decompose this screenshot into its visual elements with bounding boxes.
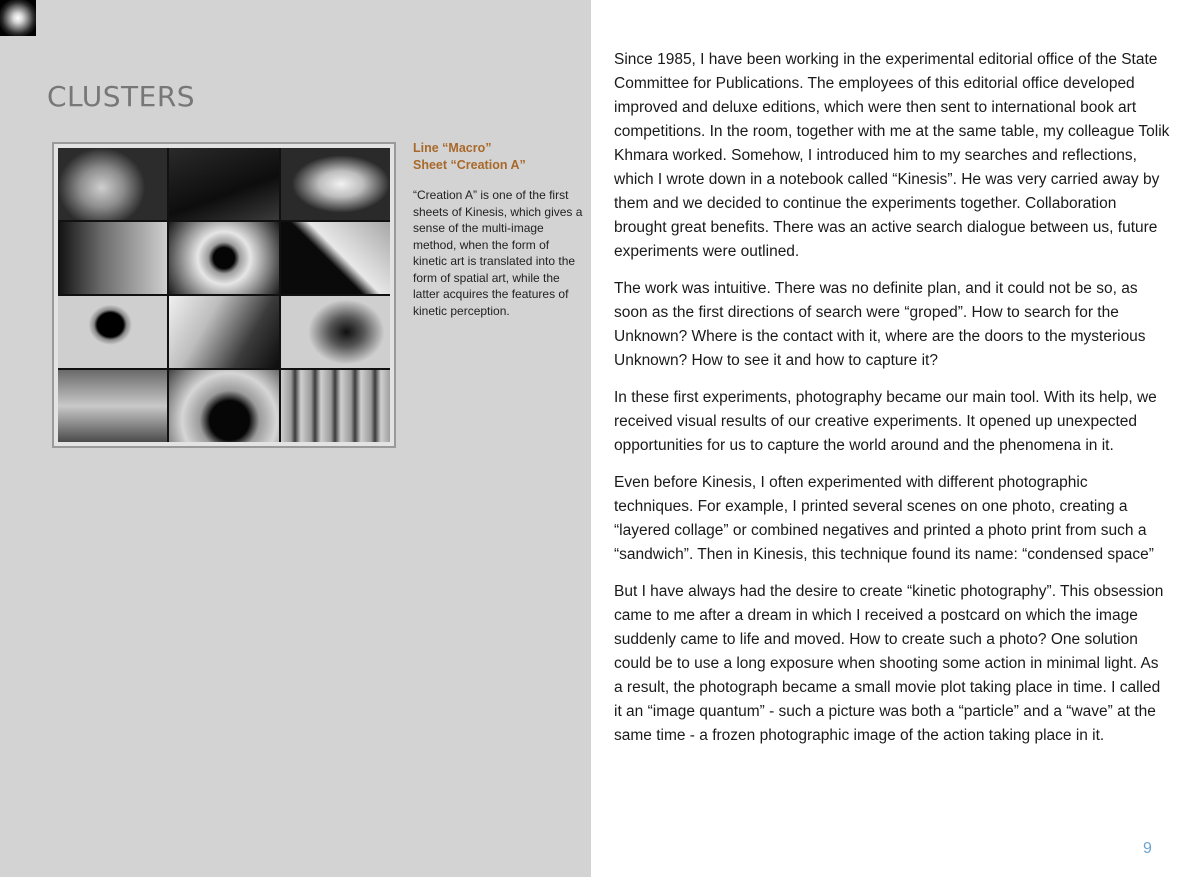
photo-tile-face-right <box>281 222 390 294</box>
photo-tile-dark-skin <box>169 148 278 220</box>
photo-tile-hand-circle <box>169 370 278 442</box>
left-page <box>0 0 591 877</box>
photo-tile-cheek <box>169 296 278 368</box>
photo-collage <box>52 142 396 448</box>
photo-grid <box>58 148 390 442</box>
body-text <box>614 48 1170 761</box>
section-title: CLUSTERS <box>47 80 196 113</box>
paragraph: Even before Kinesis, I often experimented with different photographic techniques. For example, I printed several scenes on one photo, creating a “layered collage” or combined negatives and printed a photo print from such a “sandwich”. Then in Kinesis, this technique found its name: “condensed space” <box>614 474 1154 563</box>
photo-tile-lips <box>281 148 390 220</box>
photo-tile-ear <box>281 296 390 368</box>
caption-sheet: Sheet “Creation A” <box>413 157 526 172</box>
paragraph: But I have always had the desire to create “kinetic photography”. This obsession came to me after a dream in which I received a postcard on which the image suddenly came to life and moved. How to create such a photo? One solution could be to use a long exposure when shooting some action in minimal light. As a result, the photograph became a small movie plot taking place in time. I called it an “image quantum” - such a picture was both a “particle” and a “wave” at the same time - a frozen photographic image of the action taking place in it. <box>614 583 1164 744</box>
caption-line: Line “Macro” <box>413 141 492 155</box>
photo-tile-thumb <box>58 148 167 220</box>
photo-tile-fingers <box>58 370 167 442</box>
logo-orb-icon <box>0 0 36 36</box>
photo-tile-nostril <box>58 296 167 368</box>
photo-tile-eye <box>169 222 278 294</box>
photo-caption <box>413 140 583 319</box>
paragraph: Since 1985, I have been working in the experimental editorial office of the State Committee for Publications. The employees of this editorial office developed improved and deluxe editions, which were then sent to international book art competitions. In the room, together with me at the same table, my colleague Tolik Khmara worked. Somehow, I introduced him to my searches and reflections, which I wrote down in a notebook called “Kinesis”. He was very carried away by them and we decided to continue the experiments together. Collaboration brought great benefits. There was an active search dialogue between us, future experiments were outlined. <box>614 51 1170 260</box>
photo-tile-face-left <box>58 222 167 294</box>
paragraph: The work was intuitive. There was no definite plan, and it could not be so, as soon as the first directions of search were “groped”. How to search for the Unknown? Where is the contact with it, where are the doors to the mysterious Unknown? How to see it and how to capture it? <box>614 280 1146 369</box>
photo-tile-fingers-close <box>281 370 390 442</box>
paragraph: In these first experiments, photography became our main tool. With its help, we received visual results of our creative experiments. It opened up unexpected opportunities for us to capture the world around and the phenomena in it. <box>614 389 1157 454</box>
page-number: 9 <box>1143 840 1152 857</box>
caption-body: “Creation A” is one of the first sheets of Kinesis, which gives a sense of the multi-image method, when the form of kinetic art is translated into the form of spatial art, while the latter acquires the features of kinetic perception. <box>413 188 583 318</box>
